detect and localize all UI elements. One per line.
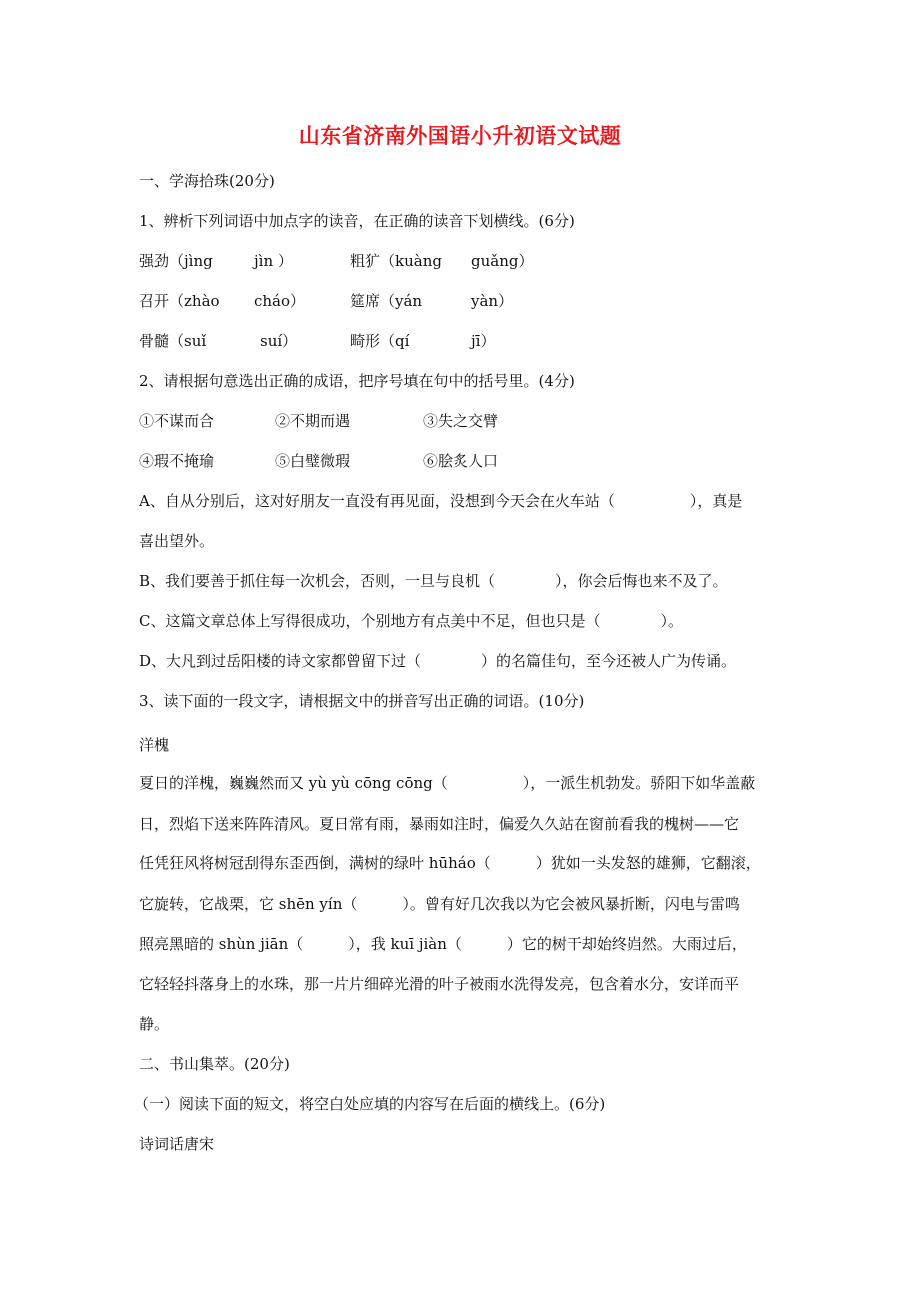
q2-item-b: B、我们要善于抓住每一次机会，否则，一旦与良机（ ），你会后悔也来不及了。 bbox=[139, 572, 728, 590]
q1-row1-alt1: jìn ） bbox=[254, 252, 293, 270]
q2-option: ⑥脍炙人口 bbox=[423, 452, 499, 470]
section2-header: 二、书山集萃。(20分) bbox=[139, 1055, 290, 1073]
passage-line: 夏日的洋槐，巍巍然而又 yù yù cōng cōng（ ），一派生机勃发。骄阳下如华盖蔽 bbox=[139, 774, 756, 792]
q3-subtitle: 洋槐 bbox=[139, 736, 170, 754]
q1-row2-alt2: yàn） bbox=[471, 292, 514, 310]
q2-item-c: C、这篇文章总体上写得很成功，个别地方有点美中不足，但也只是（ ）。 bbox=[139, 612, 683, 630]
q1-row3-word1: 骨髓（suǐ bbox=[139, 332, 207, 350]
q1-row1-word1: 强劲（jìng bbox=[139, 252, 213, 270]
q1-row3-alt1: suí） bbox=[260, 332, 298, 350]
passage-line: 任凭狂风将树冠刮得东歪西倒，满树的绿叶 hūháo（ ）犹如一头发怒的雄狮，它翻滚， bbox=[139, 854, 761, 872]
section1-header: 一、学海拾珠(20分) bbox=[139, 172, 275, 190]
passage-line: 它旋转，它战栗，它 shēn yín（ ）。曾有好几次我以为它会被风暴折断，闪电与雷鸣 bbox=[139, 895, 740, 913]
q1-row3-word2: 畸形（qí bbox=[350, 332, 410, 350]
q1-stem: 1、辨析下列词语中加点字的读音，在正确的读音下划横线。(6分) bbox=[139, 212, 575, 230]
q2-option: ②不期而遇 bbox=[275, 412, 351, 430]
q2-stem: 2、请根据句意选出正确的成语，把序号填在句中的括号里。(4分) bbox=[139, 372, 575, 390]
q1-row1-alt2: guǎng） bbox=[471, 252, 534, 270]
passage-line: 日，烈焰下送来阵阵清风。夏日常有雨，暴雨如注时，偏爱久久站在窗前看我的槐树——它 bbox=[139, 815, 740, 833]
q2-item-d: D、大凡到过岳阳楼的诗文家都曾留下过（ ）的名篇佳句，至今还被人广为传诵。 bbox=[139, 652, 737, 670]
q2-option: ①不谋而合 bbox=[139, 412, 215, 430]
q1-row2-word1: 召开（zhào bbox=[139, 292, 220, 310]
q2-option: ④瑕不掩瑜 bbox=[139, 452, 215, 470]
passage-line: 静。 bbox=[139, 1015, 170, 1033]
q2-option: ⑤白璧微瑕 bbox=[275, 452, 351, 470]
q3-stem: 3、读下面的一段文字，请根据文中的拼音写出正确的词语。(10分) bbox=[139, 692, 585, 710]
q1-row2-word2: 筵席（yán bbox=[350, 292, 423, 310]
q1-row1-word2: 粗犷（kuàng bbox=[350, 252, 442, 270]
passage-line: 照亮黑暗的 shùn jiān（ ），我 kuī jiàn（ ）它的树干却始终岿然。大雨过后， bbox=[139, 935, 747, 953]
q2-item-a-cont: 喜出望外。 bbox=[139, 532, 215, 550]
passage-line: 它轻轻抖落身上的水珠，那一片片细碎光滑的叶子被雨水洗得发亮，包含着水分，安详而平 bbox=[139, 975, 740, 993]
page-title: 山东省济南外国语小升初语文试题 bbox=[298, 123, 622, 148]
q2-option: ③失之交臂 bbox=[423, 412, 499, 430]
section2-q1-stem: （一）阅读下面的短文，将空白处应填的内容写在后面的横线上。(6分) bbox=[134, 1095, 606, 1113]
section2-subtitle: 诗词话唐宋 bbox=[139, 1135, 215, 1153]
q2-item-a: A、自从分别后，这对好朋友一直没有再见面，没想到今天会在火车站（ ），真是 bbox=[139, 492, 743, 510]
q1-row3-alt2: jī） bbox=[471, 332, 496, 350]
q1-row2-alt1: cháo） bbox=[254, 292, 306, 310]
